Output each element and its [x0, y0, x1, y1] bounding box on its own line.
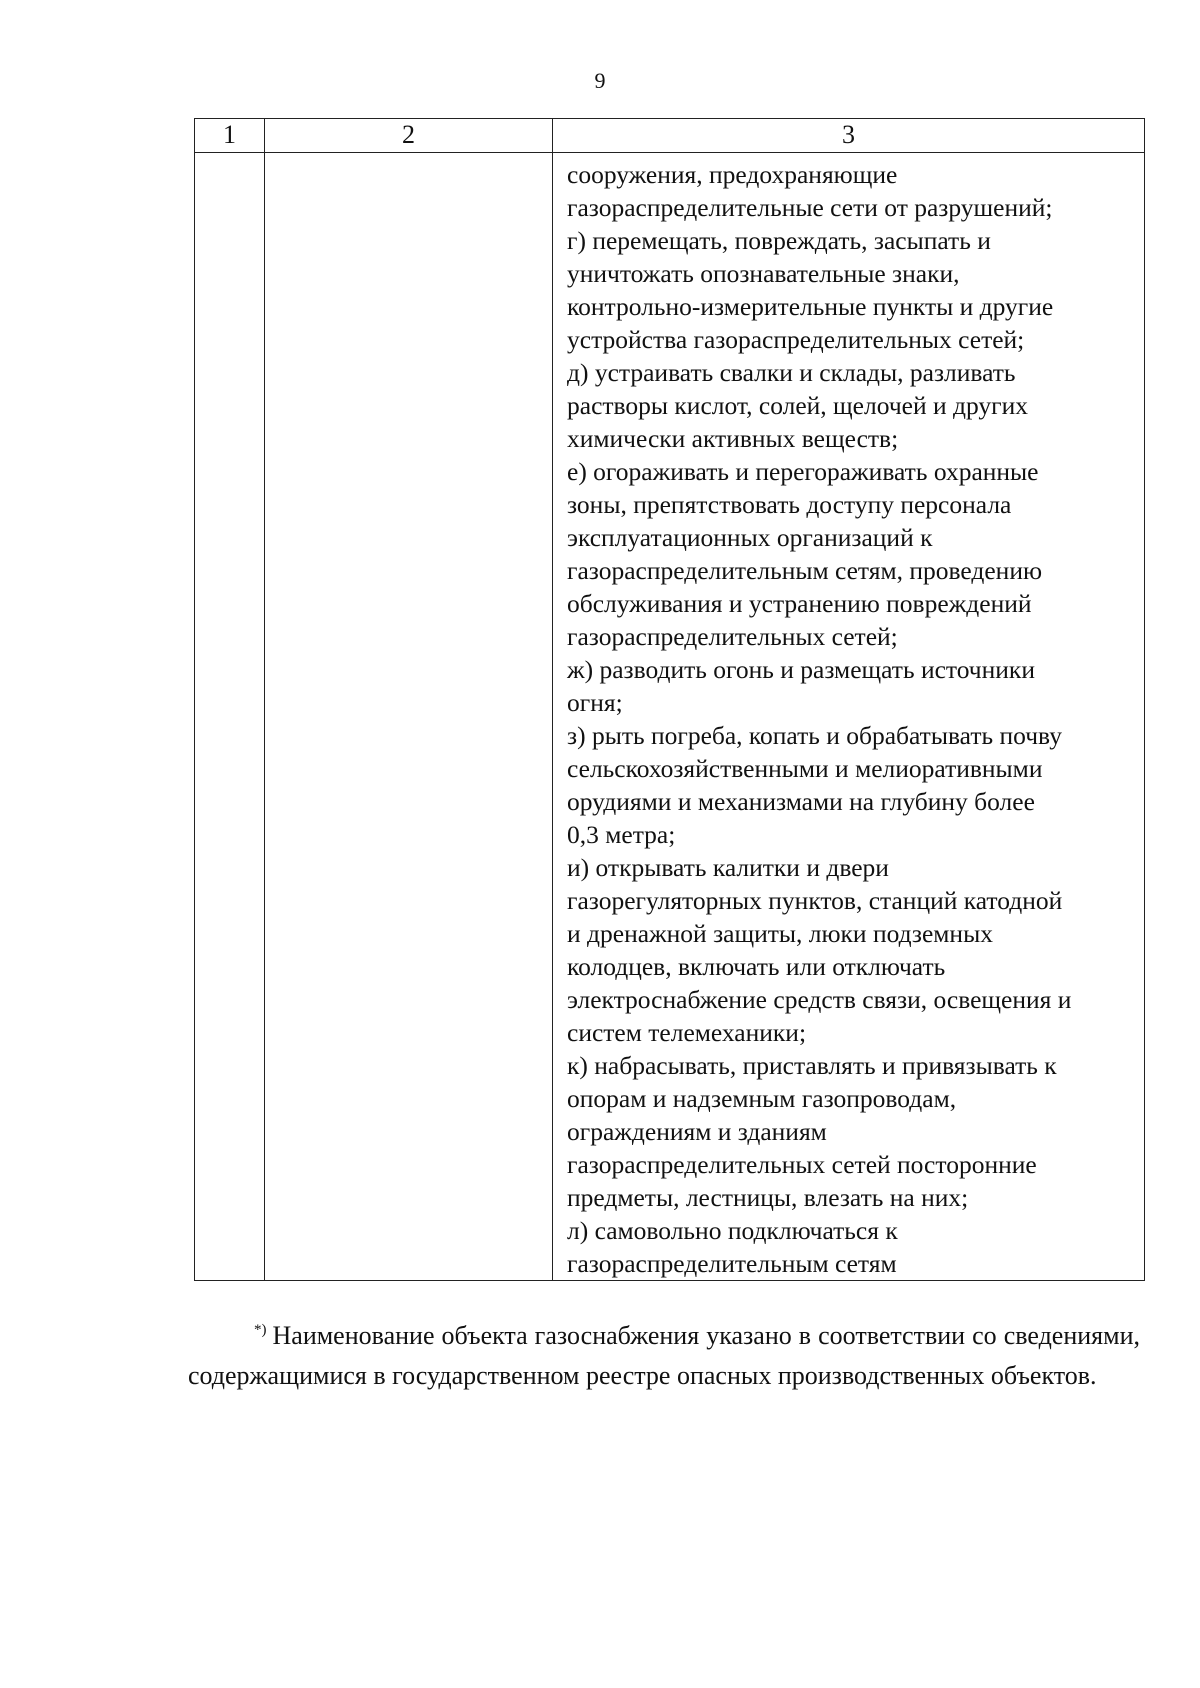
text-line: ж) разводить огонь и размещать источники — [567, 655, 1035, 684]
footnote-text: Наименование объекта газоснабжения указано в соответствии со сведениями, содержащимися в государственном реестре опасных производственных объектов. — [188, 1321, 1140, 1390]
text-line: е) огораживать и перегораживать охранные — [567, 457, 1039, 486]
table-row — [195, 153, 1145, 1281]
text-line: зоны, препятствовать доступу персонала — [567, 490, 1012, 519]
footnote-marker: *) — [254, 1322, 267, 1339]
cell-column-2 — [265, 153, 553, 1281]
column-header-1: 1 — [195, 119, 265, 153]
column-header-3: 3 — [553, 119, 1145, 153]
text-line: систем телемеханики; — [567, 1018, 807, 1047]
text-line: г) перемещать, повреждать, засыпать и — [567, 226, 991, 255]
cell-column-1 — [195, 153, 265, 1281]
text-line: колодцев, включать или отключать — [567, 952, 946, 981]
text-line: уничтожать опознавательные знаки, — [567, 259, 960, 288]
text-line: газораспределительные сети от разрушений; — [567, 193, 1053, 222]
text-line: сооружения, предохраняющие — [567, 160, 898, 189]
text-line: газораспределительным сетям, проведению — [567, 556, 1043, 585]
text-line: и) открывать калитки и двери — [567, 853, 889, 882]
text-line: сельскохозяйственными и мелиоративными — [567, 754, 1043, 783]
text-line: газорегуляторных пунктов, станций катодной — [567, 886, 1063, 915]
text-line: опорам и надземным газопроводам, — [567, 1084, 957, 1113]
text-line: д) устраивать свалки и склады, разливать — [567, 358, 1016, 387]
text-line: контрольно-измерительные пункты и другие — [567, 292, 1054, 321]
text-line: газораспределительным сетям — [567, 1249, 897, 1278]
text-line: предметы, лестницы, влезать на них; — [567, 1183, 969, 1212]
text-line: и дренажной защиты, люки подземных — [567, 919, 993, 948]
text-line: растворы кислот, солей, щелочей и других — [567, 391, 1028, 420]
text-line: л) самовольно подключаться к — [567, 1216, 898, 1245]
footnote — [188, 1316, 1140, 1396]
page-number: 9 — [594, 68, 606, 93]
text-line: к) набрасывать, приставлять и привязывать к — [567, 1051, 1057, 1080]
text-line: эксплуатационных организаций к — [567, 523, 933, 552]
text-line: газораспределительных сетей посторонние — [567, 1150, 1037, 1179]
cell-column-3 — [553, 153, 1145, 1281]
text-line: орудиями и механизмами на глубину более — [567, 787, 1035, 816]
restrictions-text — [553, 153, 1144, 1280]
requirements-table — [194, 118, 1145, 1281]
text-line: огня; — [567, 688, 623, 717]
text-line: 0,3 метра; — [567, 820, 676, 849]
text-line: з) рыть погреба, копать и обрабатывать почву — [567, 721, 1062, 750]
text-line: обслуживания и устранению повреждений — [567, 589, 1032, 618]
column-header-2: 2 — [265, 119, 553, 153]
table-header-row — [195, 119, 1145, 153]
text-line: устройства газораспределительных сетей; — [567, 325, 1025, 354]
text-line: газораспределительных сетей; — [567, 622, 898, 651]
text-line: химически активных веществ; — [567, 424, 899, 453]
text-line: ограждениям и зданиям — [567, 1117, 827, 1146]
text-line: электроснабжение средств связи, освещения и — [567, 985, 1072, 1014]
